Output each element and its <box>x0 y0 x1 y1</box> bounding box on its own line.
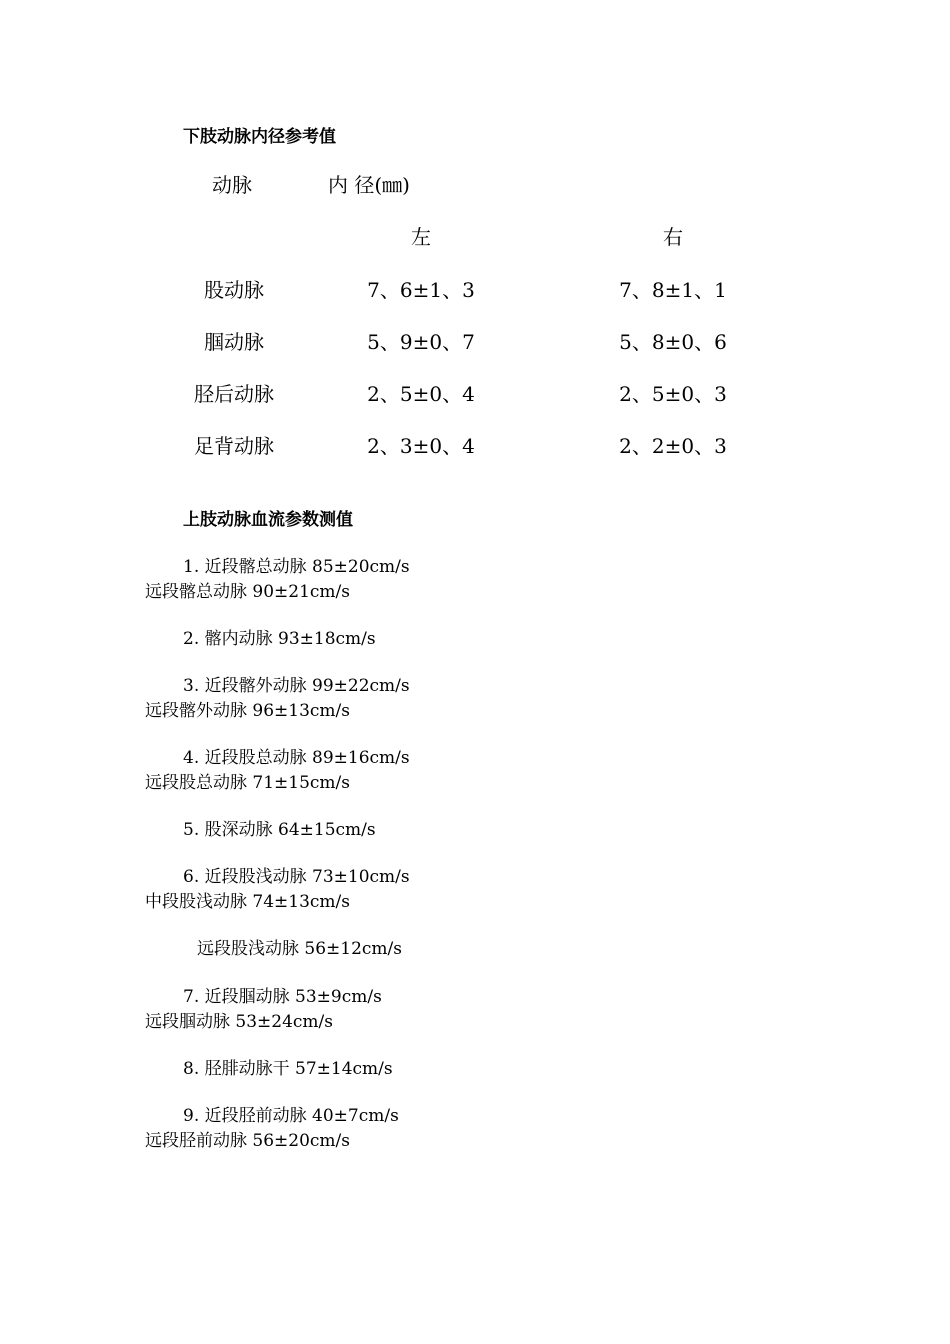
list-item: 远段髂外动脉 96±13cm/s <box>145 701 351 721</box>
list-item: 3. 近段髂外动脉 99±22cm/s <box>183 676 410 696</box>
list-item: 5. 股深动脉 64±15cm/s <box>183 820 376 840</box>
artery-name: 股动脉 <box>204 278 264 302</box>
list-item: 远段股浅动脉 56±12cm/s <box>197 939 403 959</box>
list-item: 远段胫前动脉 56±20cm/s <box>145 1131 351 1151</box>
list-item: 远段股总动脉 71±15cm/s <box>145 773 351 793</box>
left-diameter: 2、5±0、4 <box>367 382 475 406</box>
header-left: 左 <box>411 225 431 249</box>
header-diameter: 内 径(㎜) <box>328 173 410 197</box>
list-item: 6. 近段股浅动脉 73±10cm/s <box>183 867 410 887</box>
list-item: 4. 近段股总动脉 89±16cm/s <box>183 748 410 768</box>
header-artery: 动脉 <box>212 173 252 197</box>
list-item: 中段股浅动脉 74±13cm/s <box>145 892 351 912</box>
list-item: 1. 近段髂总动脉 85±20cm/s <box>183 557 410 577</box>
artery-name: 胫后动脉 <box>194 382 274 406</box>
header-right: 右 <box>663 225 683 249</box>
artery-name: 腘动脉 <box>204 330 264 354</box>
left-diameter: 7、6±1、3 <box>367 278 475 302</box>
list-item: 7. 近段腘动脉 53±9cm/s <box>183 987 382 1007</box>
left-diameter: 2、3±0、4 <box>367 434 475 458</box>
list-item: 远段髂总动脉 90±21cm/s <box>145 582 351 602</box>
right-diameter: 2、2±0、3 <box>619 434 727 458</box>
lower-limb-title: 下肢动脉内径参考值 <box>183 127 336 147</box>
right-diameter: 2、5±0、3 <box>619 382 727 406</box>
right-diameter: 5、8±0、6 <box>619 330 727 354</box>
list-item: 2. 髂内动脉 93±18cm/s <box>183 629 376 649</box>
list-item: 9. 近段胫前动脉 40±7cm/s <box>183 1106 399 1126</box>
left-diameter: 5、9±0、7 <box>367 330 475 354</box>
upper-limb-title: 上肢动脉血流参数测值 <box>183 510 353 530</box>
list-item: 8. 胫腓动脉干 57±14cm/s <box>183 1059 393 1079</box>
artery-name: 足背动脉 <box>194 434 274 458</box>
right-diameter: 7、8±1、1 <box>619 278 727 302</box>
list-item: 远段腘动脉 53±24cm/s <box>145 1012 334 1032</box>
